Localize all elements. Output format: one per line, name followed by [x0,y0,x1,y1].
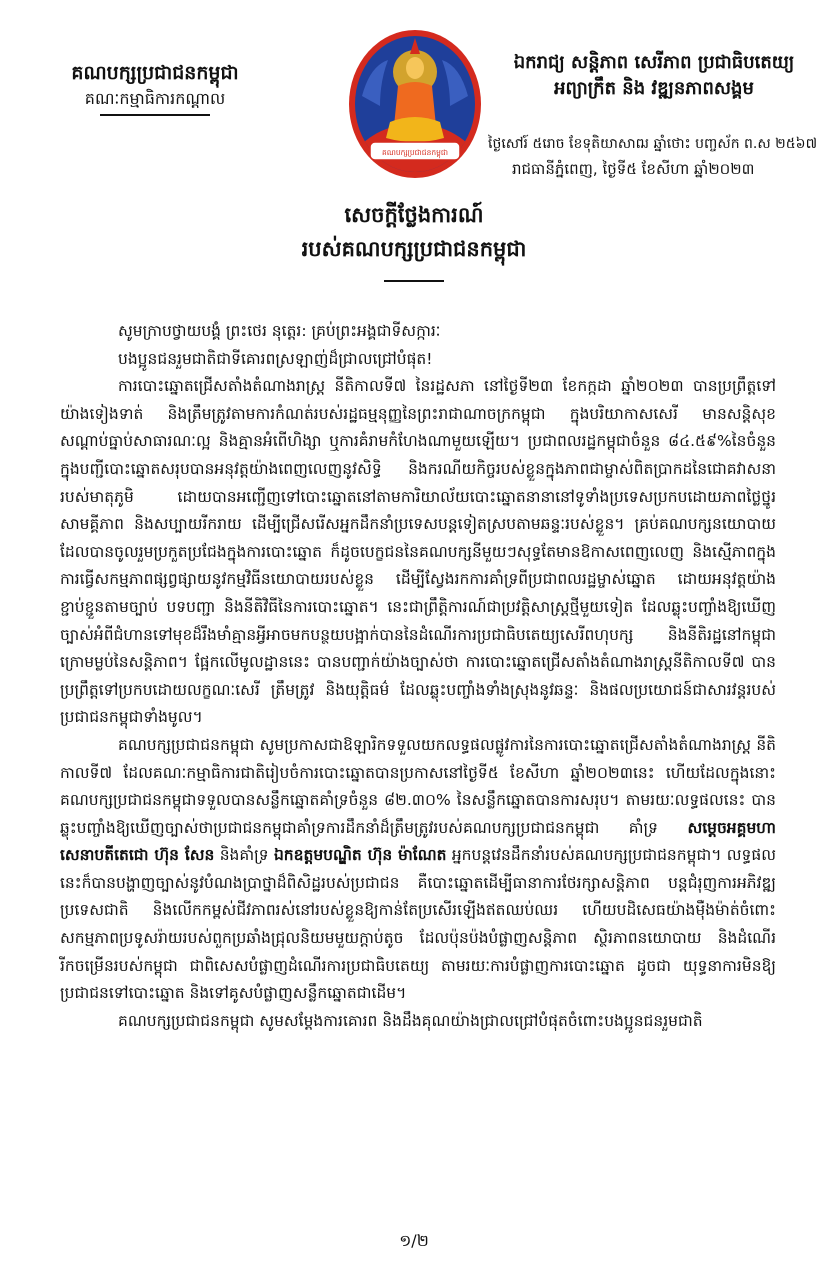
paragraph-results [60,732,776,1008]
title-line-2: របស់គណបក្សប្រជាជនកម្ពុជា [301,237,527,261]
paragraph-results-part1: គណបក្សប្រជាជនកម្ពុជា សូមប្រកាសជាឱឡារិកទទួលយកលទ្ធផលផ្លូវការនៃការបោះឆ្នោតជ្រើសតាំងតំណាងរាស្ត្រ នីតិកាលទី៧ ដែលគណៈកម្មាធិការជាតិរៀបចំការបោះឆ្នោតបានប្រកាសនៅថ្ងៃទី៥ ខែសីហា ឆ្នាំ២០២៣នេះ ហើយដែលក្នុងនោះ គណបក្សប្រជាជនកម្ពុជាទទួលបានសន្លឹកឆ្នោតគាំទ្រចំនួន ៨២.៣០% នៃសន្លឹកឆ្នោតបានការសរុប។ តាមរយៈលទ្ធផលនេះ បានឆ្លុះបញ្ចាំងឱ្យឃើញច្បាស់ថាប្រជាជនកម្ពុជាគាំទ្រការដឹកនាំដ៏ត្រឹមត្រូវរបស់គណបក្សប្រជាជនកម្ពុជា គាំទ្រ [60,735,776,837]
leader-name-1: សម្តេចអគ្គមហាសេនាបតីតេជោ ហ៊ុន សែន [60,818,776,865]
party-header-left [40,60,270,116]
salutation-monks: សូមក្រាបថ្វាយបង្គំ ព្រះថេរ នុត្តេរ: គ្រប់ព្រះអង្គជាទីសក្ការៈ [118,322,441,340]
motto-line-1: ឯករាជ្យ សន្តិភាព សេរីភាព ប្រជាធិបតេយ្យ [513,52,795,73]
motto-line-2: អព្យាក្រឹត និង វឌ្ឍនភាពសង្គម [554,78,754,99]
document-title [0,198,828,282]
emblem-figure-base [386,117,444,142]
gregorian-date: រាជធានីភ្នំពេញ, ថ្ងៃទី៥ ខែសីហា ឆ្នាំ២០២៣ [512,160,755,178]
title-divider [384,280,444,282]
page-number: ១/២ [399,1231,429,1250]
paragraph-election-conduct: ការបោះឆ្នោតជ្រើសតាំងតំណាងរាស្ត្រ នីតិកាលទី៧ នៃរដ្ឋសភា នៅថ្ងៃទី២៣ ខែកក្កដា ឆ្នាំ២០២៣ បានប្រព្រឹត្តទៅយ៉ាងទៀងទាត់ និងត្រឹមត្រូវតាមការកំណត់របស់រដ្ឋធម្មនុញ្ញនៃព្រះរាជាណាចក្រកម្ពុជា ក្នុងបរិយាកាសសេរី មានសន្តិសុខ សណ្តាប់ធ្នាប់សាធារណៈល្អ និងគ្មានអំពើហិង្សា ឬការគំរាមកំហែងណាមួយឡើយ។ ប្រជាពលរដ្ឋកម្ពុជាចំនួន ៨៤.៥៩%នៃចំនួនក្នុងបញ្ជីបោះឆ្នោតសរុបបានអនុវត្តយ៉ាងពេញលេញនូវសិទ្ធិ និងករណីយកិច្ចរបស់ខ្លួនក្នុងភាពជាម្ចាស់ពិតប្រាកដនៃជោគវាសនារបស់មាតុភូមិ ដោយបានអញ្ជើញទៅបោះឆ្នោតនៅតាមការិយាល័យបោះឆ្នោតនានានៅទូទាំងប្រទេសប្រកបដោយភាពថ្លៃថ្នូរ សាមគ្គីភាព និងសប្បាយរីករាយ ដើម្បីជ្រើសរើសអ្នកដឹកនាំប្រទេសបន្តទៀតស្របតាមឆន្ទៈរបស់ខ្លួន។ គ្រប់គណបក្សនយោបាយដែលបានចូលរួមប្រកួតប្រជែងក្នុងការបោះឆ្នោត ក៏ដូចបេក្ខជននៃគណបក្សនីមួយៗសុទ្ធតែមានឱកាសពេញលេញ និងស្មើភាពក្នុងការធ្វើសកម្មភាពផ្សព្វផ្សាយនូវកម្មវិធីនយោបាយរបស់ខ្លួន ដើម្បីស្វែងរកការគាំទ្រពីប្រជាពលរដ្ឋម្ចាស់ឆ្នោត ដោយអនុវត្តយ៉ាងខ្ជាប់ខ្ជួនតាមច្បាប់ បទបញ្ជា និងនីតិវិធីនៃការបោះឆ្នោត។ នេះជាព្រឹត្តិការណ៍ជាប្រវត្តិសាស្ត្រថ្មីមួយទៀត ដែលឆ្លុះបញ្ចាំងឱ្យឃើញច្បាស់អំពីជំហានទៅមុខដ៏រឹងមាំគ្មានអ្វីអាចមកបន្ថយបង្អាក់បាននៃដំណើរការប្រជាធិបតេយ្យសេរីពហុបក្ស និងនីតិរដ្ឋនៅកម្ពុជាក្រោមម្លប់នៃសន្តិភាព។ ផ្អែកលើមូលដ្ឋាននេះ បានបញ្ជាក់យ៉ាងច្បាស់ថា ការបោះឆ្នោតជ្រើសតាំងតំណាងរាស្ត្រនីតិកាលទី៧ បានប្រព្រឹត្តទៅប្រកបដោយលក្ខណៈសេរី ត្រឹមត្រូវ និងយុត្តិធម៌ ដែលឆ្លុះបញ្ចាំងទាំងស្រុងនូវឆន្ទៈ និងផលប្រយោជន៍ជាសារវន្តរបស់ប្រជាជនកម្ពុជាទាំងមូល។ [60,377,776,727]
salutation-compatriots: បងប្អូនជនរួមជាតិជាទីគោរពស្រឡាញ់ដ៏ជ្រាលជ្រៅបំផុត! [118,349,433,368]
lunar-date: ថ្ងៃសៅរ៍ ៥រោច ខែទុតិយាសាឍ ឆ្នាំថោះ បញ្ចស័ក ព.ស ២៥៦៧ [488,136,818,152]
header-underline [100,114,210,116]
committee-name: គណៈកម្មាធិការកណ្តាល [84,89,226,108]
emblem-figure-head [406,57,424,79]
national-motto [504,50,804,102]
paragraph-results-part2: និងគាំទ្រ [214,846,274,865]
title-line-1: សេចក្តីថ្លែងការណ៍ [344,203,484,227]
party-emblem-icon [340,26,490,186]
paragraph-gratitude: គណបក្សប្រជាជនកម្ពុជា សូមសម្តែងការគោរព និងដឹងគុណយ៉ាងជ្រាលជ្រៅបំផុតចំពោះបងប្អូនជនរួមជាតិ [118,1011,703,1030]
party-name: គណបក្សប្រជាជនកម្ពុជា [71,62,239,84]
statement-body [60,318,776,1035]
paragraph-results-part3: អ្នកបន្តវេនដឹកនាំរបស់គណបក្សប្រជាជនកម្ពុជា។ លទ្ធផលនេះក៏បានបង្ហាញច្បាស់នូវបំណងប្រាថ្នាដ៏ពិសិដ្ឋរបស់ប្រជាជន គឺបោះឆ្នោតដើម្បីធានាការថែរក្សាសន្តិភាព បន្តជំរុញការអភិវឌ្ឍប្រទេសជាតិ និងលើកកម្ពស់ជីវភាពរស់នៅរបស់ខ្លួនឱ្យកាន់តែប្រសើរឡើងឥតឈប់ឈរ ហើយបដិសេធយ៉ាងម៉ឺងម៉ាត់ចំពោះសកម្មភាពប្រទូសរ៉ាយរបស់ពួកប្រឆាំងជ្រុលនិយមមួយក្តាប់តូច ដែលប៉ុនប៉ងបំផ្លាញសន្តិភាព ស្ថិរភាពនយោបាយ និងដំណើររីកចម្រើនរបស់កម្ពុជា ជាពិសេសបំផ្លាញដំណើរការប្រជាធិបតេយ្យ តាមរយៈការបំផ្លាញការបោះឆ្នោត ដូចជា យុទ្ធនាការមិនឱ្យប្រជាជនទៅបោះឆ្នោត និងទៅគូសបំផ្លាញសន្លឹកឆ្នោតជាដើម។ [60,846,776,1003]
emblem-banner-text: គណបក្សប្រជាជនកម្ពុជា [382,148,448,157]
leader-name-2: ឯកឧត្តមបណ្ឌិត ហ៊ុន ម៉ាណែត [273,846,447,865]
